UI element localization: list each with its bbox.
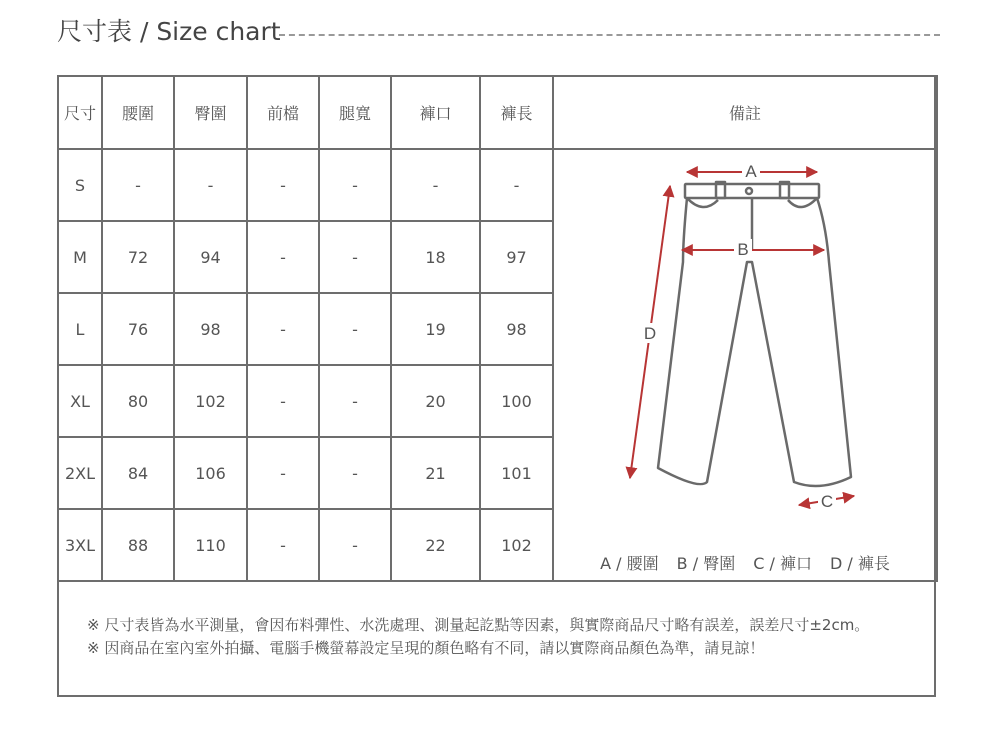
cell-rise: - <box>247 221 319 293</box>
cell-hip: 94 <box>174 221 247 293</box>
cell-size: S <box>58 149 102 221</box>
cell-waist: - <box>102 149 174 221</box>
label-a: A <box>745 162 757 181</box>
header-size: 尺寸 <box>58 76 102 149</box>
pants-outline <box>658 182 851 486</box>
cell-length: 97 <box>480 221 553 293</box>
legend-hip: B / 臀圍 <box>676 554 736 573</box>
remark-cell <box>553 149 937 581</box>
cell-rise: - <box>247 293 319 365</box>
cell-rise: - <box>247 509 319 581</box>
header-waist: 腰圍 <box>102 76 174 149</box>
cell-length: - <box>480 149 553 221</box>
header-hem: 褲口 <box>391 76 480 149</box>
dimension-labels <box>643 161 836 511</box>
header-rise: 前檔 <box>247 76 319 149</box>
cell-waist: 76 <box>102 293 174 365</box>
label-d: D <box>643 324 657 343</box>
cell-hem: 18 <box>391 221 480 293</box>
diagram-legend <box>554 551 936 574</box>
cell-length: 102 <box>480 509 553 581</box>
cell-thigh: - <box>319 437 391 509</box>
cell-length: 98 <box>480 293 553 365</box>
cell-hem: - <box>391 149 480 221</box>
cell-hem: 22 <box>391 509 480 581</box>
label-c: C <box>820 492 834 511</box>
cell-thigh: - <box>319 365 391 437</box>
cell-hip: 106 <box>174 437 247 509</box>
cell-waist: 80 <box>102 365 174 437</box>
cell-size: 2XL <box>58 437 102 509</box>
header-length: 褲長 <box>480 76 553 149</box>
cell-size: XL <box>58 365 102 437</box>
size-table <box>57 75 938 582</box>
pants-diagram <box>554 150 938 578</box>
cell-size: L <box>58 293 102 365</box>
cell-thigh: - <box>319 221 391 293</box>
note-measurement: ※ 尺寸表皆為水平測量，會因布料彈性、水洗處理、測量起訖點等因素，與實際商品尺寸略有誤差，誤差尺寸±2cm。 <box>87 616 870 634</box>
cell-size: M <box>58 221 102 293</box>
header-remark: 備註 <box>553 76 937 149</box>
header-thigh: 腿寬 <box>319 76 391 149</box>
cell-hip: - <box>174 149 247 221</box>
page-title: 尺寸表 / Size chart <box>57 17 281 46</box>
legend-waist: A / 腰圍 <box>600 554 659 573</box>
cell-hip: 110 <box>174 509 247 581</box>
cell-rise: - <box>247 149 319 221</box>
cell-hip: 102 <box>174 365 247 437</box>
cell-waist: 88 <box>102 509 174 581</box>
cell-rise: - <box>247 437 319 509</box>
cell-rise: - <box>247 365 319 437</box>
legend-length: D / 褲長 <box>829 554 890 573</box>
cell-thigh: - <box>319 149 391 221</box>
cell-hem: 21 <box>391 437 480 509</box>
title-divider <box>279 34 940 36</box>
cell-length: 101 <box>480 437 553 509</box>
label-b: B <box>737 240 749 259</box>
cell-thigh: - <box>319 509 391 581</box>
cell-hem: 19 <box>391 293 480 365</box>
dimension-arrows <box>630 172 854 505</box>
header-hip: 臀圍 <box>174 76 247 149</box>
title-row <box>57 14 940 54</box>
cell-hip: 98 <box>174 293 247 365</box>
cell-waist: 84 <box>102 437 174 509</box>
cell-hem: 20 <box>391 365 480 437</box>
size-notes <box>87 614 869 660</box>
cell-waist: 72 <box>102 221 174 293</box>
legend-hem: C / 褲口 <box>753 554 812 573</box>
cell-size: 3XL <box>58 509 102 581</box>
note-color: ※ 因商品在室內室外拍攝、電腦手機螢幕設定呈現的顏色略有不同，請以實際商品顏色為準，請見諒！ <box>87 639 765 657</box>
cell-thigh: - <box>319 293 391 365</box>
table-row <box>58 149 937 221</box>
cell-length: 100 <box>480 365 553 437</box>
table-header-row <box>58 76 937 149</box>
